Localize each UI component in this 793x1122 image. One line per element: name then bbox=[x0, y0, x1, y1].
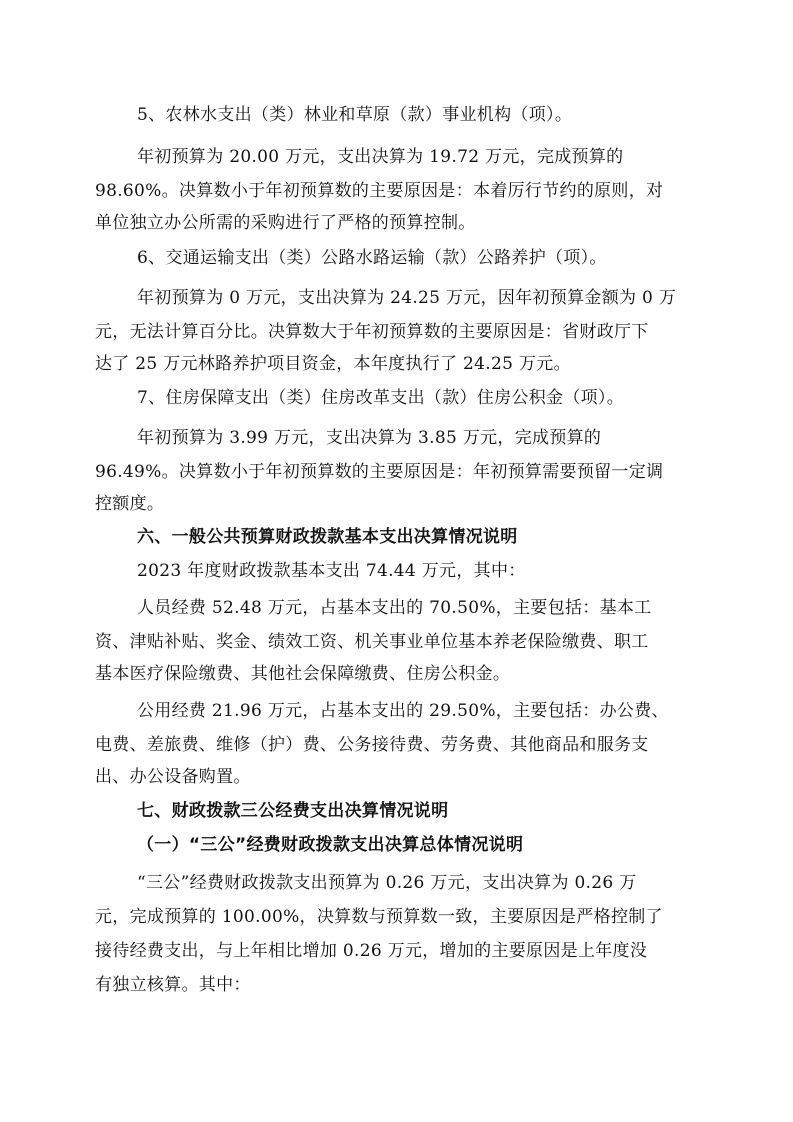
item-7-text-line: 控额度。 bbox=[95, 494, 165, 514]
item-7-text-line: 年初预算为 3.99 万元，支出决算为 3.85 万元，完成预算的 bbox=[137, 428, 602, 448]
item-7-text-line: 96.49%。决算数小于年初预算数的主要原因是：年初预算需要预留一定调 bbox=[95, 462, 664, 482]
section-6-text-line: 2023 年度财政拨款基本支出 74.44 万元，其中： bbox=[137, 561, 526, 581]
section-7-subheading: （一）“三公”经费财政拨款支出决算总体情况说明 bbox=[137, 835, 524, 855]
section-7-text-line: “三公”经费财政拨款支出预算为 0.26 万元，支出决算为 0.26 万 bbox=[137, 873, 637, 893]
section-7-text-line: 接待经费支出，与上年相比增加 0.26 万元，增加的主要原因是上年度没 bbox=[95, 941, 648, 961]
section-7-heading: 七、财政拨款三公经费支出决算情况说明 bbox=[137, 801, 449, 821]
item-5-text-line: 年初预算为 20.00 万元，支出决算为 19.72 万元，完成预算的 bbox=[137, 147, 624, 167]
section-6-text-line: 电费、差旅费、维修（护）费、公务接待费、劳务费、其他商品和服务支 bbox=[95, 735, 649, 755]
item-5-heading: 5、农林水支出（类）林业和草原（款）事业机构（项）。 bbox=[137, 105, 573, 125]
section-6-text-line: 公用经费 21.96 万元，占基本支出的 29.50%，主要包括：办公费、 bbox=[137, 701, 669, 721]
section-6-text-line: 基本医疗保险缴费、其他社会保障缴费、住房公积金。 bbox=[95, 664, 511, 684]
item-5-text-line: 98.60%。决算数小于年初预算数的主要原因是：本着厉行节约的原则，对 bbox=[95, 181, 664, 201]
item-6-text-line: 年初预算为 0 万元，支出决算为 24.25 万元，因年初预算金额为 0 万 bbox=[137, 288, 677, 308]
section-6-text-line: 资、津贴补贴、奖金、绩效工资、机关事业单位基本养老保险缴费、职工 bbox=[95, 632, 649, 652]
item-7-heading: 7、住房保障支出（类）住房改革支出（款）住房公积金（项）。 bbox=[137, 388, 625, 408]
item-6-heading: 6、交通运输支出（类）公路水路运输（款）公路养护（项）。 bbox=[137, 248, 607, 268]
section-7-text-line: 元，完成预算的 100.00%，决算数与预算数一致，主要原因是严格控制了 bbox=[95, 907, 663, 927]
item-6-text-line: 元，无法计算百分比。决算数大于年初预算数的主要原因是：省财政厅下 bbox=[95, 322, 649, 342]
section-6-heading: 六、一般公共预算财政拨款基本支出决算情况说明 bbox=[137, 527, 518, 547]
item-6-text-line: 达了 25 万元林路养护项目资金，本年度执行了 24.25 万元。 bbox=[95, 354, 571, 374]
section-6-text-line: 人员经费 52.48 万元，占基本支出的 70.50%，主要包括：基本工 bbox=[137, 598, 652, 618]
section-6-text-line: 出、办公设备购置。 bbox=[95, 767, 251, 787]
section-7-text-line: 有独立核算。其中： bbox=[95, 975, 251, 995]
item-5-text-line: 单位独立办公所需的采购进行了严格的预算控制。 bbox=[95, 213, 476, 233]
